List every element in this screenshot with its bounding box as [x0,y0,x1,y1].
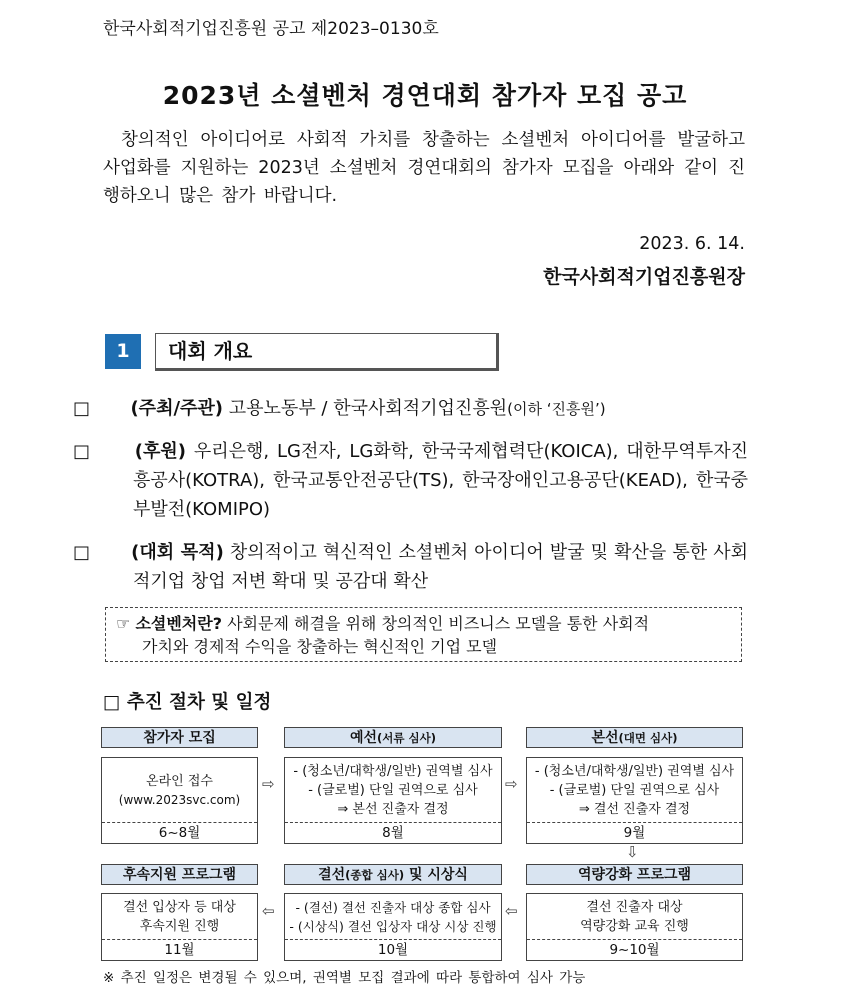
issuer: 한국사회적기업진흥원장 [543,266,745,288]
stage-header-recruit: 참가자 모집 [101,727,258,748]
page-title: 2023년 소셜벤처 경연대회 참가자 모집 공고 [162,81,688,110]
arrow-left-icon: ⇦ [262,902,275,920]
bullet-sponsor [73,437,748,524]
arrow-down-icon: ⇩ [626,843,639,861]
intro-paragraph: 창의적인 아이디어로 사회적 가치를 창출하는 소셜벤처 아이디어를 발굴하고 사업화를 지원하는 2023년 소셜벤처 경연대회의 참가자 모집을 아래와 같이 진행하오니 많은 참가 바랍니다. [103,130,745,206]
definition-box [105,607,742,662]
arrow-right-icon: ⇨ [505,775,518,793]
definition-label: 소셜벤처란? [135,614,222,633]
stage-header-capacity: 역량강화 프로그램 [526,864,743,885]
notice-number: 한국사회적기업진흥원 공고 제2023–0130호 [103,19,439,39]
notice-date: 2023. 6. 14. [639,234,745,254]
bullet-text: 고용노동부 / 한국사회적기업진흥원 [223,398,508,419]
stage-header-final: 결선(종합 심사) 및 시상식 [284,864,502,885]
bullet-host [73,394,748,424]
section-number: 1 [105,334,141,369]
stage-period: 10월 [285,939,501,960]
checkbox-icon: □ [73,441,91,462]
definition-text-2: 가치와 경제적 수익을 창출하는 혁신적인 기업 모델 [142,637,498,656]
checkbox-icon: □ [73,398,91,419]
bullet-label: (주최/주관) [130,398,224,419]
bullet-text: 창의적이고 혁신적인 소셜벤처 아이디어 발굴 및 확산을 통한 사회적기업 창업 저변 확대 및 공감대 확산 [133,542,749,592]
stage-body-prelim: - (청소년/대학생/일반) 권역별 심사 - (글로벌) 단일 권역으로 심사 ⇒ 본선 진출자 결정 8월 [284,757,502,844]
stage-header-prelim: 예선(서류 심사) [284,727,502,748]
pointer-icon: ☞ [116,614,131,633]
bullet-purpose [73,538,749,596]
stage-body-final: - (결선) 결선 진출자 대상 종합 심사 - (시상식) 결선 입상자 대상 시상 진행 10월 [284,893,502,961]
stage-period: 8월 [285,822,501,843]
checkbox-icon: □ [73,542,91,563]
definition-text-1: 사회문제 해결을 위해 창의적인 비즈니스 모델을 통한 사회적 [222,614,650,633]
arrow-right-icon: ⇨ [262,775,275,793]
schedule-footnote: ※ 추진 일정은 변경될 수 있으며, 권역별 모집 결과에 따라 통합하여 심사 가능 [103,970,586,986]
stage-period: 6~8월 [102,822,257,843]
stage-header-main: 본선(대면 심사) [526,727,743,748]
stage-body-followup: 결선 입상자 등 대상 후속지원 진행 11월 [101,893,258,961]
stage-body-main: - (청소년/대학생/일반) 권역별 심사 - (글로벌) 단일 권역으로 심사 ⇒ 결선 진출자 결정 9월 [526,757,743,844]
stage-header-followup: 후속지원 프로그램 [101,864,258,885]
stage-period: 9~10월 [527,939,742,960]
stage-period: 9월 [527,822,742,843]
bullet-note: (이하 ‘진흥원’) [507,400,606,418]
schedule-heading: □ 추진 절차 및 일정 [103,692,272,713]
bullet-label: (대회 목적) [131,542,224,563]
bullet-label: (후원) [134,441,186,462]
stage-period: 11월 [102,939,257,960]
bullet-text: 우리은행, LG전자, LG화학, 한국국제협력단(KOICA), 대한무역투자진흥공사(KOTRA), 한국교통안전공단(TS), 한국장애인고용공단(KEAD), 한국중부발전(KOMIPO) [133,441,748,520]
section-title: 대회 개요 [155,333,499,371]
arrow-left-icon: ⇦ [505,902,518,920]
stage-body-recruit: 온라인 접수 (www.2023svc.com) 6~8월 [101,757,258,844]
stage-body-capacity: 결선 진출자 대상 역량강화 교육 진행 9~10월 [526,893,743,961]
